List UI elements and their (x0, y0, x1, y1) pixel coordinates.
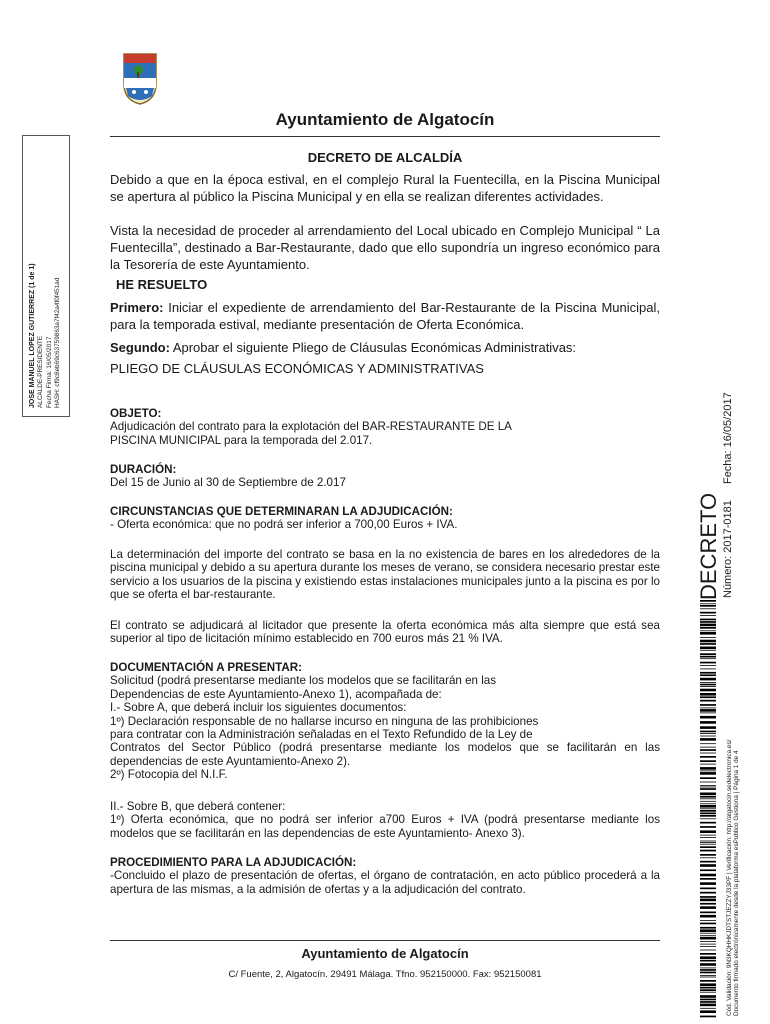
circunstancias-section (110, 505, 660, 532)
footer-address: C/ Fuente, 2, Algatocín. 29491 Málaga. Tfno. 952150000. Fax: 952150081 (228, 969, 542, 980)
determinacion-paragraph: La determinación del importe del contrato se basa en la no existencia de bares en los alrededores de la piscina municipal y debido a su apertura durante los meses de verano, se considera necesario prestar este servicio a los usuarios de la piscina y existiendo estas instalaciones municipales junto a la piscina es por lo que se oferta el bar-restaurante. (110, 548, 660, 602)
signature-role: ALCALDE-PRESIDENTE (37, 335, 45, 408)
signature-hash: HASH: cf9c8eb69c63759863a7f42a4f0f451ad (53, 277, 61, 408)
documentacion-section (110, 661, 660, 782)
sobre-b-line-1: II.- Sobre B, que deberá contener: (110, 800, 286, 813)
sobre-b-section (110, 800, 660, 840)
decreto-fecha: Fecha: 16/05/2017 (722, 392, 734, 485)
documentacion-line-3: I.- Sobre A, que deberá incluir los siguientes documentos: (110, 701, 407, 715)
resuelto-heading: HE RESUELTO (116, 277, 208, 292)
footer-org-name: Ayuntamiento de Algatocín (301, 946, 469, 961)
validation-barcode (700, 600, 716, 1018)
documentacion-line-5: para contratar con la Administración señaladas en el Texto Refundido de la Ley de (110, 728, 533, 742)
primero-block (110, 300, 660, 334)
documentacion-line-2: Dependencias de este Ayuntamiento-Anexo 1), acompañada de: (110, 687, 442, 701)
decreto-numero: Número: 2017-0181 (722, 500, 734, 598)
signature-date: Fecha Firma: 16/05/2017 (45, 336, 53, 408)
objeto-heading: OBJETO: (110, 407, 162, 420)
decreto-meta (722, 298, 736, 598)
objeto-line-1: Adjudicación del contrato para la explotación del BAR-RESTAURANTE DE LA (110, 420, 512, 434)
procedimiento-heading: PROCEDIMIENTO PARA LA ADJUDICACIÓN: (110, 856, 357, 869)
header-org-name: Ayuntamiento de Algatocín (275, 110, 495, 129)
paragraph-2: Vista la necesidad de proceder al arrendamiento del Local ubicado en Complejo Municipal “ La Fuentecilla”, destinado a Bar-Restaurante, dado que ello supondría un ingreso económico para la Tesorería de este Ayuntamiento. (110, 223, 660, 272)
footer-divider (110, 940, 660, 941)
segundo-text: Aprobar el siguiente Pliego de Cláusulas Económicas Administrativas: (169, 340, 577, 355)
segundo-label: Segundo: (110, 340, 170, 355)
signature-text (29, 138, 69, 408)
adjudicacion-section (110, 619, 660, 646)
decreto-label: DECRETO (696, 492, 721, 600)
paragraph-1: Debido a que en la época estival, en el complejo Rural la Fuentecilla, en la Piscina Municipal se apertura al público la Piscina Municipal y en ella se realizan diferentes actividades. (110, 172, 660, 204)
determinacion-section (110, 548, 660, 602)
sobre-b-line-2: 1º) Oferta económica, que no podrá ser inferior a700 Euros + IVA (podrá presentarse mediante los modelos que se facilitarán en las dependencias de este Ayuntamiento- Anexo 3). (110, 813, 660, 840)
primero-label: Primero: (110, 300, 164, 315)
verification-text (726, 616, 746, 1016)
pliego-title: PLIEGO DE CLÁUSULAS ECONÓMICAS Y ADMINISTRATIVAS (110, 361, 484, 376)
circunstancias-text: - Oferta económica: que no podrá ser inferior a 700,00 Euros + IVA. (110, 518, 458, 532)
adjudicacion-paragraph: El contrato se adjudicará al licitador que presente la oferta económica más alta siempre que está sea superior al tipo de licitación mínimo establecido en 700 euros más 21 % IVA. (110, 619, 660, 646)
objeto-line-2: PISCINA MUNICIPAL para la temporada del 2.017. (110, 433, 373, 447)
objeto-section (110, 407, 660, 447)
body-intro (110, 172, 660, 206)
duracion-heading: DURACIÓN: (110, 463, 177, 476)
segundo-block (110, 340, 660, 357)
documentacion-line-4: 1º) Declaración responsable de no hallarse incurso en ninguna de las prohibiciones (110, 714, 539, 728)
primero-text: Iniciar el expediente de arrendamiento del Bar-Restaurante de la Piscina Municipal, para la temporada estival, mediante presentación de Oferta Económica. (110, 300, 660, 332)
signature-box (22, 135, 70, 417)
documentacion-heading: DOCUMENTACIÓN A PRESENTAR: (110, 661, 302, 674)
documentacion-line-1: Solicitud (podrá presentarse mediante los modelos que se facilitarán en las (110, 674, 497, 688)
header-divider (110, 136, 660, 137)
verification-line-2: Documento firmado electrónicamente desde la plataforma esPublico Gestiona | Página 1 de 4 (733, 750, 741, 1016)
documentacion-line-7: 2º) Fotocopia del N.I.F. (110, 768, 228, 782)
verification-line-1: Cód. Validación: 9N3KQHHKJDTSTJEZZYJ33PF | Verificación: http://algatocin.sedelectronica.es/ (726, 739, 733, 1016)
duracion-text: Del 15 de Junio al 30 de Septiembre de 2.017 (110, 476, 346, 490)
body-para2 (110, 223, 660, 273)
signature-signer: JOSE MANUEL LOPEZ GUTIERREZ (1 de 1) (29, 263, 36, 408)
documentacion-line-6: Contratos del Sector Público (podrá presentarse mediante los modelos que se facilitarán en las dependencias de este Ayuntamiento-Anexo 2). (110, 741, 660, 768)
procedimiento-section (110, 856, 660, 896)
decree-title: DECRETO DE ALCALDÍA (307, 150, 463, 165)
circunstancias-heading: CIRCUNSTANCIAS QUE DETERMINARAN LA ADJUDICACIÓN: (110, 505, 453, 518)
duracion-section (110, 463, 660, 490)
procedimiento-text: -Concluido el plazo de presentación de ofertas, el órgano de contratación, en acto público procederá a la apertura de las mismas, a la admisión de ofertas y a la adjudicación del contrato. (110, 869, 660, 896)
municipal-shield-icon (112, 50, 168, 106)
